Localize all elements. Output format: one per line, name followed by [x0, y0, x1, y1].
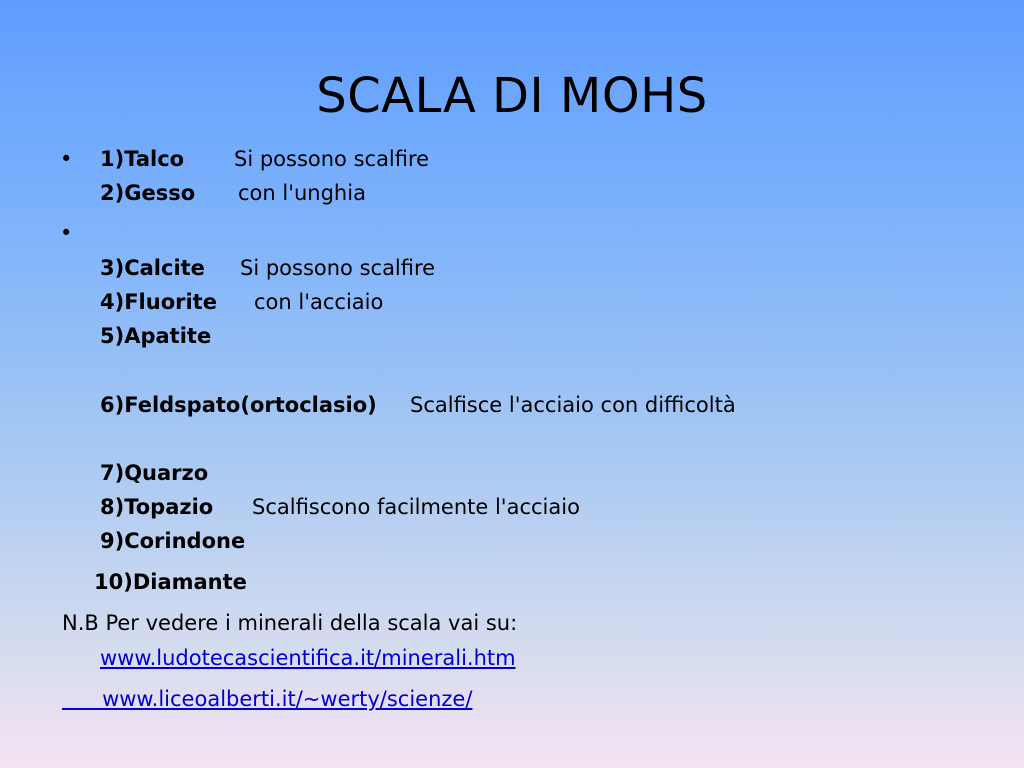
bullet-icon: • [60, 147, 73, 171]
link-liceoalberti-text: www.liceoalberti.it/~werty/scienze/ [102, 687, 473, 711]
footnote-text: N.B Per vedere i minerali della scala vai su: [62, 611, 518, 635]
link-ludotecascientifica[interactable]: www.ludotecascientifica.it/minerali.htm [100, 646, 516, 670]
mineral-label: 1)Talco [100, 147, 185, 171]
mineral-label: 6)Feldspato(ortoclasio) [100, 393, 377, 417]
mineral-note: Si possono scalfire [234, 147, 430, 171]
mineral-note: con l'unghia [238, 181, 366, 205]
mineral-label: 7)Quarzo [100, 461, 209, 485]
mineral-label: 2)Gesso [100, 181, 196, 205]
mineral-label: 5)Apatite [100, 324, 212, 348]
mineral-label: 9)Corindone [100, 529, 246, 553]
mineral-note: Scalfiscono facilmente l'acciaio [252, 495, 580, 519]
mineral-note: con l'acciaio [254, 290, 384, 314]
mineral-label: 10)Diamante [94, 570, 247, 594]
mineral-label: 4)Fluorite [100, 290, 217, 314]
mineral-note: Scalfisce l'acciaio con difficoltà [410, 393, 736, 417]
mineral-label: 3)Calcite [100, 256, 205, 280]
slide-title: SCALA DI MOHS [316, 68, 708, 124]
bullet-icon: • [60, 221, 73, 245]
link-liceoalberti[interactable] [62, 687, 472, 711]
mineral-label: 8)Topazio [100, 495, 214, 519]
mineral-note: Si possono scalfire [240, 256, 436, 280]
